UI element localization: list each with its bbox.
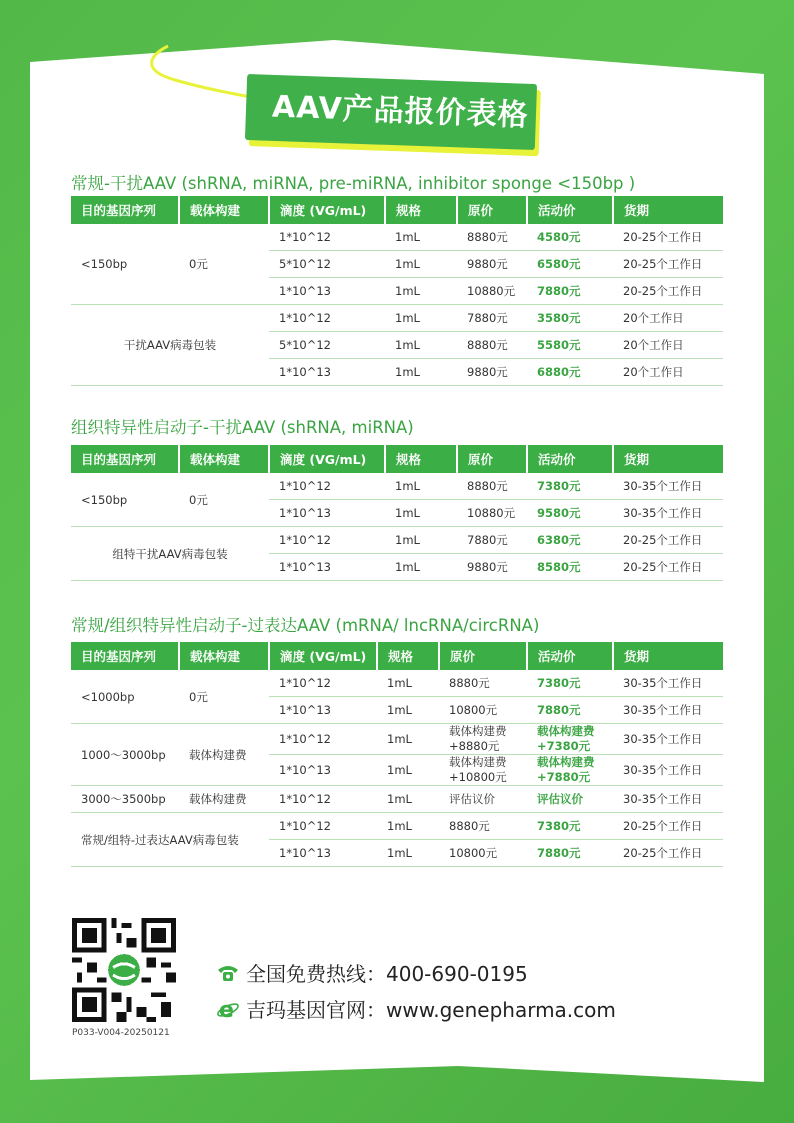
spec-cell: 1mL [377, 813, 439, 840]
spec-cell: 1mL [385, 359, 457, 386]
col-header: 滴度 (VG/mL) [269, 445, 385, 473]
lead-cell: 20个工作日 [613, 332, 723, 359]
lead-cell: 30-35个工作日 [613, 755, 723, 786]
price-table-1 [71, 196, 723, 386]
sale-cell: 7880元 [527, 840, 613, 867]
price-line: 载体构建费 [449, 724, 507, 738]
build-cell: 载体构建费 [179, 724, 269, 786]
seq-cell: <150bp [71, 224, 179, 305]
price-cell: 8880元 [457, 332, 527, 359]
sale-line: +7880元 [537, 770, 591, 784]
titer-cell: 1*10^13 [269, 755, 377, 786]
titer-cell: 1*10^12 [269, 670, 377, 697]
col-header: 货期 [613, 642, 723, 670]
package-label-cell: 干扰AAV病毒包装 [71, 305, 269, 386]
sale-line: +7380元 [537, 739, 591, 753]
build-cell: 载体构建费 [179, 786, 269, 813]
spec-cell: 1mL [385, 554, 457, 581]
spec-cell: 1mL [385, 527, 457, 554]
sale-cell: 7880元 [527, 278, 613, 305]
price-line: +10800元 [449, 770, 507, 784]
website-row [216, 994, 616, 1026]
spec-cell: 1mL [385, 224, 457, 251]
table-row [71, 813, 723, 840]
table-header-row [71, 642, 723, 670]
qr-code[interactable] [72, 918, 176, 1022]
document-code: P033-V004-20250121 [72, 1028, 170, 1038]
price-cell: 评估议价 [439, 786, 527, 813]
price-cell: 8880元 [439, 813, 527, 840]
price-cell: 10880元 [457, 500, 527, 527]
price-table-2 [71, 445, 723, 581]
titer-cell: 1*10^12 [269, 473, 385, 500]
lead-cell: 20个工作日 [613, 359, 723, 386]
sale-cell: 9580元 [527, 500, 613, 527]
sale-cell: 7380元 [527, 670, 613, 697]
phone-icon [216, 963, 240, 988]
lead-cell: 30-35个工作日 [613, 786, 723, 813]
sale-cell [527, 755, 613, 786]
spec-cell: 1mL [377, 786, 439, 813]
col-header: 货期 [613, 196, 723, 224]
sale-cell: 6580元 [527, 251, 613, 278]
price-cell: 8880元 [439, 670, 527, 697]
website-text[interactable]: 吉玛基因官网：www.genepharma.com [246, 998, 616, 1022]
spec-cell: 1mL [385, 332, 457, 359]
lead-cell: 20-25个工作日 [613, 251, 723, 278]
build-cell: 0元 [179, 473, 269, 527]
section3-title: 常规/组织特异性启动子-过表达AAV (mRNA/ lncRNA/circRNA) [71, 616, 540, 635]
table-header-row [71, 445, 723, 473]
spec-cell: 1mL [385, 305, 457, 332]
price-line: 载体构建费 [449, 755, 507, 769]
col-header: 规格 [385, 196, 457, 224]
col-header: 规格 [385, 445, 457, 473]
section1-title: 常规-干扰AAV (shRNA, miRNA, pre-miRNA, inhibitor sponge <150bp ) [71, 174, 636, 193]
package-label-cell: 组特干扰AAV病毒包装 [71, 527, 269, 581]
table-row [71, 305, 723, 332]
lead-cell: 20-25个工作日 [613, 278, 723, 305]
col-header: 规格 [377, 642, 439, 670]
titer-cell: 1*10^13 [269, 697, 377, 724]
titer-cell: 1*10^12 [269, 224, 385, 251]
titer-cell: 1*10^12 [269, 813, 377, 840]
col-header: 载体构建 [179, 445, 269, 473]
price-cell: 8880元 [457, 473, 527, 500]
col-header: 滴度 (VG/mL) [269, 196, 385, 224]
price-table-3 [71, 642, 723, 867]
price-cell [439, 724, 527, 755]
build-cell: 0元 [179, 224, 269, 305]
lead-cell: 20-25个工作日 [613, 224, 723, 251]
col-header: 活动价 [527, 196, 613, 224]
package-label-cell: 常规/组特-过表达AAV病毒包装 [71, 813, 269, 867]
sale-cell: 7880元 [527, 697, 613, 724]
spec-cell: 1mL [385, 278, 457, 305]
lead-cell: 30-35个工作日 [613, 473, 723, 500]
col-header: 活动价 [527, 642, 613, 670]
sale-cell [527, 724, 613, 755]
table-row [71, 473, 723, 500]
table-row [71, 786, 723, 813]
col-header: 目的基因序列 [71, 642, 179, 670]
sale-cell: 评估议价 [527, 786, 613, 813]
spec-cell: 1mL [377, 840, 439, 867]
lead-cell: 20-25个工作日 [613, 527, 723, 554]
table-header-row [71, 196, 723, 224]
table-row [71, 724, 723, 755]
titer-cell: 1*10^13 [269, 278, 385, 305]
table-row [71, 670, 723, 697]
sale-cell: 7380元 [527, 473, 613, 500]
seq-cell: <150bp [71, 473, 179, 527]
col-header: 原价 [457, 196, 527, 224]
svg-text:e: e [219, 998, 234, 1021]
price-cell [439, 755, 527, 786]
lead-cell: 30-35个工作日 [613, 670, 723, 697]
col-header: 载体构建 [179, 196, 269, 224]
seq-cell: 3000～3500bp [71, 786, 179, 813]
titer-cell: 1*10^12 [269, 527, 385, 554]
lead-cell: 30-35个工作日 [613, 500, 723, 527]
price-cell: 10880元 [457, 278, 527, 305]
spec-cell: 1mL [377, 755, 439, 786]
titer-cell: 5*10^12 [269, 251, 385, 278]
col-header: 活动价 [527, 445, 613, 473]
titer-cell: 1*10^13 [269, 359, 385, 386]
price-cell: 7880元 [457, 527, 527, 554]
sale-line: 载体构建费 [537, 724, 595, 738]
price-cell: 8880元 [457, 224, 527, 251]
price-cell: 10800元 [439, 840, 527, 867]
col-header: 目的基因序列 [71, 445, 179, 473]
price-line: +8880元 [449, 739, 500, 753]
seq-cell: 1000～3000bp [71, 724, 179, 786]
price-cell: 9880元 [457, 359, 527, 386]
seq-cell: <1000bp [71, 670, 179, 724]
page-title: AAV产品报价表格 [271, 89, 530, 134]
sale-cell: 7380元 [527, 813, 613, 840]
sale-cell: 4580元 [527, 224, 613, 251]
price-cell: 7880元 [457, 305, 527, 332]
lead-cell: 20-25个工作日 [613, 554, 723, 581]
price-cell: 9880元 [457, 251, 527, 278]
spec-cell: 1mL [385, 251, 457, 278]
lead-cell: 20-25个工作日 [613, 840, 723, 867]
titer-cell: 1*10^12 [269, 786, 377, 813]
lead-cell: 20个工作日 [613, 305, 723, 332]
col-header: 货期 [613, 445, 723, 473]
col-header: 目的基因序列 [71, 196, 179, 224]
col-header: 载体构建 [179, 642, 269, 670]
price-cell: 10800元 [439, 697, 527, 724]
col-header: 原价 [439, 642, 527, 670]
sale-cell: 6880元 [527, 359, 613, 386]
titer-cell: 1*10^13 [269, 500, 385, 527]
spec-cell: 1mL [377, 724, 439, 755]
sale-line: 载体构建费 [537, 755, 595, 769]
spec-cell: 1mL [385, 500, 457, 527]
titer-cell: 1*10^13 [269, 840, 377, 867]
spec-cell: 1mL [385, 473, 457, 500]
table-row [71, 224, 723, 251]
titer-cell: 1*10^13 [269, 554, 385, 581]
titer-cell: 1*10^12 [269, 305, 385, 332]
build-cell: 0元 [179, 670, 269, 724]
titer-cell: 1*10^12 [269, 724, 377, 755]
price-cell: 9880元 [457, 554, 527, 581]
section2-title: 组织特异性启动子-干扰AAV (shRNA, miRNA) [71, 418, 414, 437]
col-header: 滴度 (VG/mL) [269, 642, 377, 670]
lead-cell: 20-25个工作日 [613, 813, 723, 840]
ie-browser-icon [216, 997, 240, 1026]
lead-cell: 30-35个工作日 [613, 697, 723, 724]
spec-cell: 1mL [377, 697, 439, 724]
sale-cell: 3580元 [527, 305, 613, 332]
hotline-row [216, 958, 528, 988]
sale-cell: 6380元 [527, 527, 613, 554]
sale-cell: 8580元 [527, 554, 613, 581]
col-header: 原价 [457, 445, 527, 473]
sale-cell: 5580元 [527, 332, 613, 359]
titer-cell: 5*10^12 [269, 332, 385, 359]
table-row [71, 527, 723, 554]
spec-cell: 1mL [377, 670, 439, 697]
lead-cell: 30-35个工作日 [613, 724, 723, 755]
hotline-text: 全国免费热线：400-690-0195 [246, 962, 528, 986]
